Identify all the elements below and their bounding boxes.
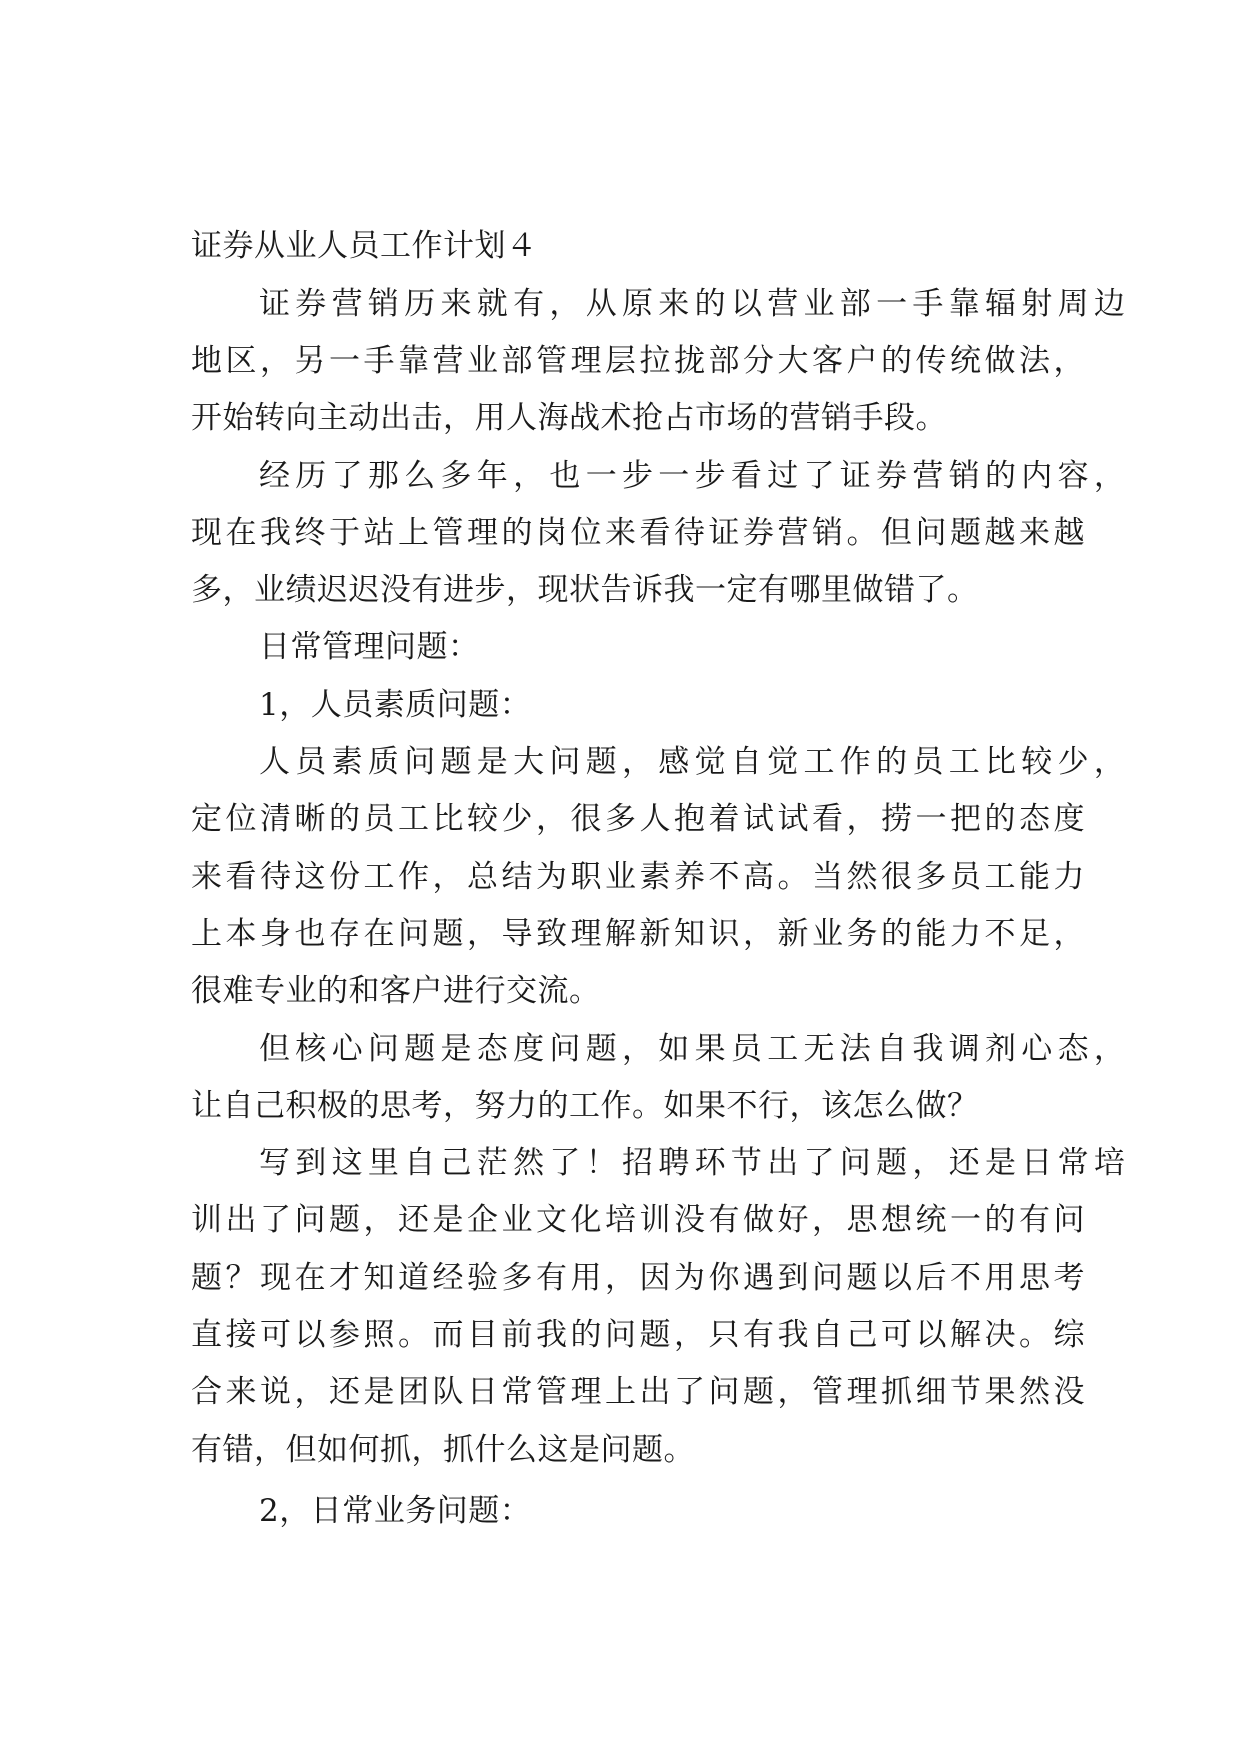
body-line: 地区，另一手靠营业部管理层拉拢部分大客户的传统做法， xyxy=(191,343,1088,379)
body-line: 来看待这份工作，总结为职业素养不高。当然很多员工能力 xyxy=(191,859,1088,895)
body-line: 经历了那么多年，也一步一步看过了证券营销的内容， xyxy=(259,458,1131,494)
body-line: 有错，但如何抓，抓什么这是问题。 xyxy=(191,1432,695,1468)
body-line: 定位清晰的员工比较少，很多人抱着试试看，捞一把的态度 xyxy=(191,801,1088,837)
body-line: 合来说，还是团队日常管理上出了问题，管理抓细节果然没 xyxy=(191,1374,1088,1410)
body-line: 让自己积极的思考，努力的工作。如果不行，该怎么做？ xyxy=(191,1088,979,1124)
doc-title: 证券从业人员工作计划４ xyxy=(191,228,538,264)
subsection-heading: 1，人员素质问题： xyxy=(259,687,532,723)
body-line: 很难专业的和客户进行交流。 xyxy=(191,973,601,1009)
body-line: 证券营销历来就有，从原来的以营业部一手靠辐射周边 xyxy=(259,286,1131,322)
body-line: 直接可以参照。而目前我的问题，只有我自己可以解决。综 xyxy=(191,1317,1088,1353)
body-line: 开始转向主动出击，用人海战术抢占市场的营销手段。 xyxy=(191,400,947,436)
body-line: 上本身也存在问题，导致理解新知识，新业务的能力不足， xyxy=(191,916,1088,952)
body-line: 人员素质问题是大问题，感觉自觉工作的员工比较少， xyxy=(259,744,1131,780)
body-line: 现在我终于站上管理的岗位来看待证券营销。但问题越来越 xyxy=(191,515,1088,551)
body-line: 但核心问题是态度问题，如果员工无法自我调剂心态， xyxy=(259,1031,1131,1067)
body-line: 写到这里自己茫然了！招聘环节出了问题，还是日常培 xyxy=(259,1145,1131,1181)
body-line: 训出了问题，还是企业文化培训没有做好，思想统一的有问 xyxy=(191,1202,1088,1238)
section-heading: 日常管理问题： xyxy=(259,629,480,665)
body-line: 题？现在才知道经验多有用，因为你遇到问题以后不用思考 xyxy=(191,1260,1088,1296)
body-line: 多，业绩迟迟没有进步，现状告诉我一定有哪里做错了。 xyxy=(191,572,979,608)
subsection-heading: 2，日常业务问题： xyxy=(259,1493,532,1529)
